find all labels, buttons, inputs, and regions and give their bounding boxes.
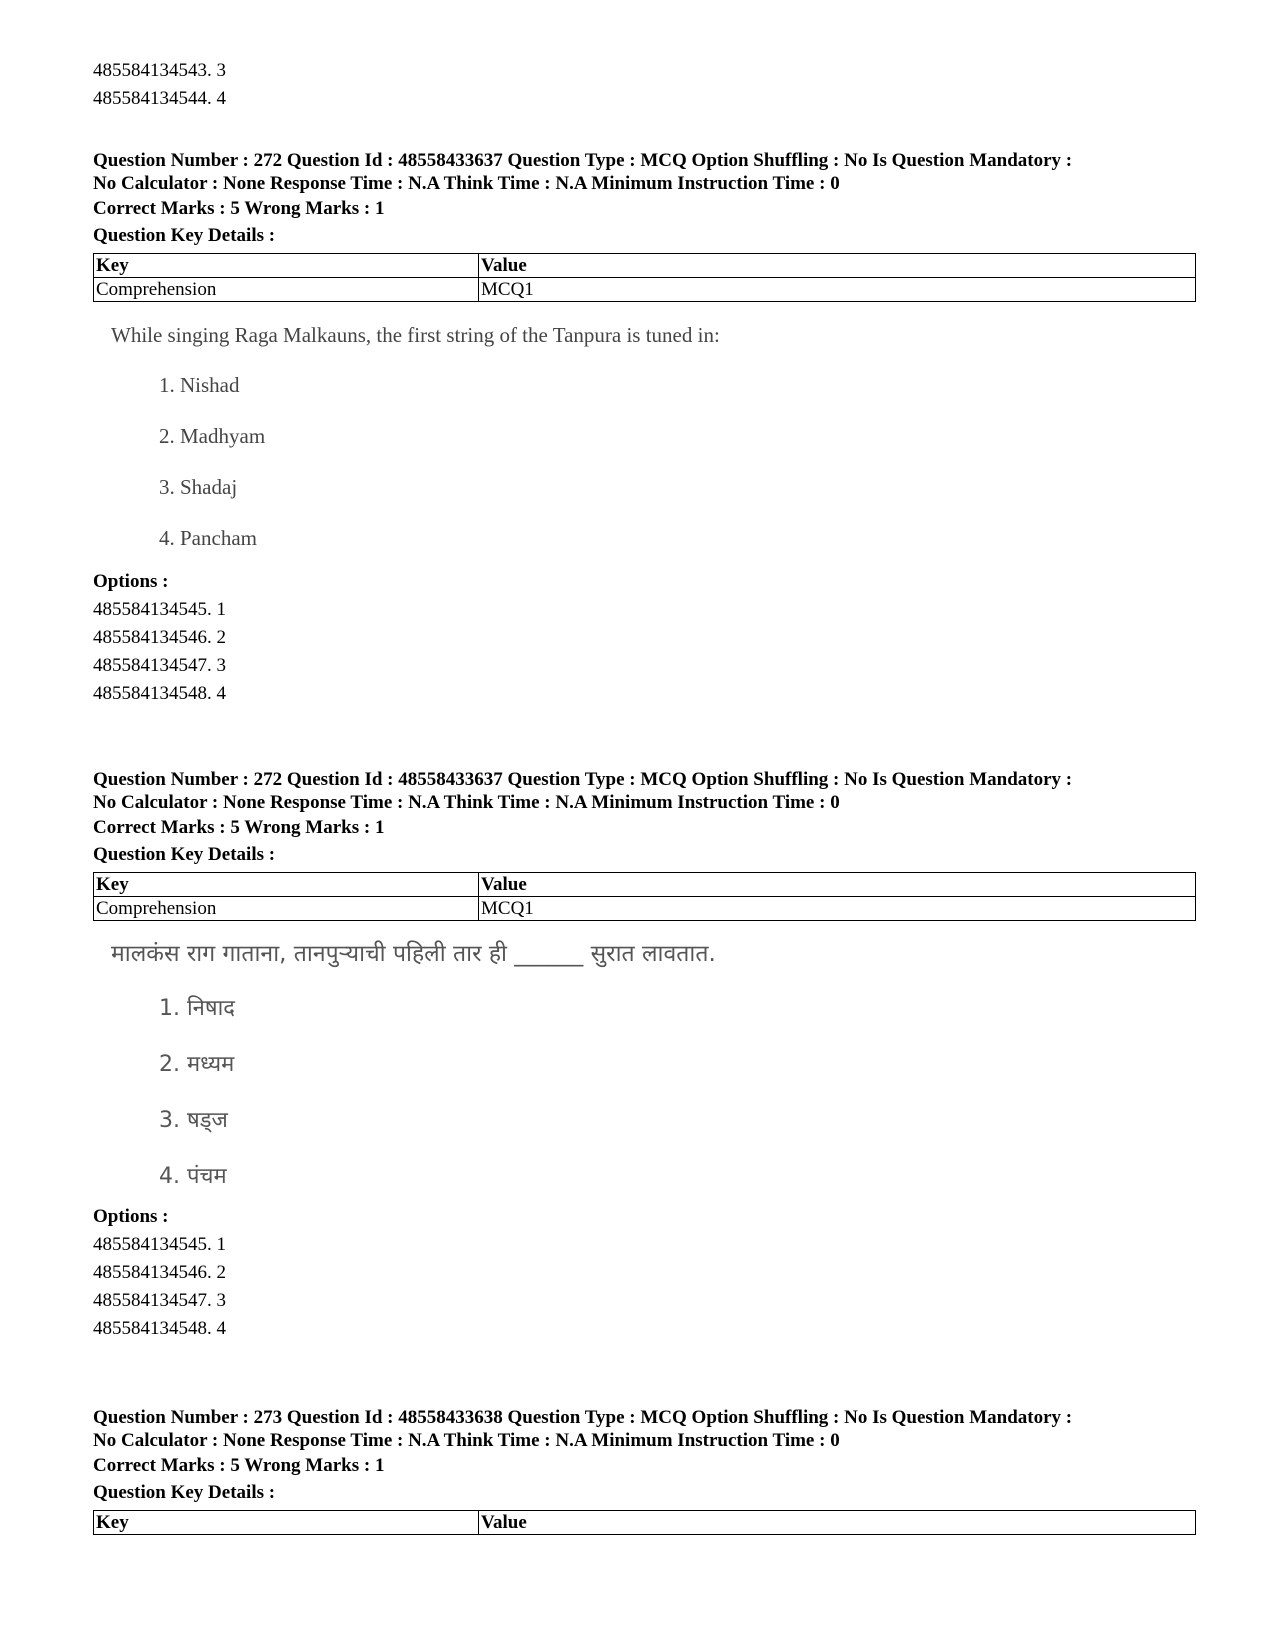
question-header-line-1: Question Number : 272 Question Id : 48558433637 Question Type : MCQ Option Shuffling : No Is Question Mandatory :	[93, 769, 1073, 790]
table-cell-value: MCQ1	[479, 278, 1196, 302]
question-text: मालकंस राग गाताना, तानपुऱ्याची पहिली तार ही ______ सुरात लावतात.	[111, 941, 716, 967]
table-header-value: Value	[479, 1511, 1196, 1535]
option-line: 485584134545. 1	[93, 1234, 226, 1255]
key-value-table	[93, 1510, 1196, 1535]
option-line: 485584134547. 3	[93, 655, 226, 676]
previous-options	[93, 57, 226, 113]
question-header-line-1: Question Number : 273 Question Id : 48558433638 Question Type : MCQ Option Shuffling : No Is Question Mandatory :	[93, 1407, 1073, 1428]
option-line: 485584134546. 2	[93, 627, 226, 648]
table-header-key: Key	[94, 254, 479, 278]
option-line: 485584134548. 4	[93, 683, 226, 704]
options-label: Options :	[93, 1206, 169, 1227]
choice-item: 1. निषाद	[159, 996, 235, 1021]
option-line: 485584134543. 3	[93, 60, 226, 81]
key-value-table	[93, 253, 1196, 302]
table-cell-key: Comprehension	[94, 897, 479, 921]
option-line: 485584134547. 3	[93, 1290, 226, 1311]
option-line: 485584134544. 4	[93, 88, 226, 109]
question-header-line-2: No Calculator : None Response Time : N.A Think Time : N.A Minimum Instruction Time : 0	[93, 792, 840, 813]
table-cell-value: MCQ1	[479, 897, 1196, 921]
question-block-273	[93, 1406, 1196, 1535]
choice-item: 1. Nishad	[159, 373, 240, 397]
choice-item: 4. Pancham	[159, 526, 257, 550]
question-image	[111, 320, 1196, 554]
question-header-line-2: No Calculator : None Response Time : N.A Think Time : N.A Minimum Instruction Time : 0	[93, 173, 840, 194]
key-details-label: Question Key Details :	[93, 1482, 276, 1503]
option-line: 485584134545. 1	[93, 599, 226, 620]
marks-line: Correct Marks : 5 Wrong Marks : 1	[93, 198, 385, 219]
question-block-272-mr	[93, 768, 1196, 1343]
table-header-key: Key	[94, 1511, 479, 1535]
key-value-table	[93, 872, 1196, 921]
choice-item: 3. षड्ज	[159, 1108, 228, 1133]
question-block-272-en	[93, 149, 1196, 708]
question-header-line-1: Question Number : 272 Question Id : 48558433637 Question Type : MCQ Option Shuffling : No Is Question Mandatory :	[93, 150, 1073, 171]
choice-item: 3. Shadaj	[159, 475, 238, 499]
marks-line: Correct Marks : 5 Wrong Marks : 1	[93, 1455, 385, 1476]
table-header-key: Key	[94, 873, 479, 897]
question-header-line-2: No Calculator : None Response Time : N.A Think Time : N.A Minimum Instruction Time : 0	[93, 1430, 840, 1451]
choice-item: 4. पंचम	[159, 1164, 227, 1189]
option-line: 485584134548. 4	[93, 1318, 226, 1339]
option-line: 485584134546. 2	[93, 1262, 226, 1283]
choice-item: 2. Madhyam	[159, 424, 266, 448]
table-header-value: Value	[479, 873, 1196, 897]
options-label: Options :	[93, 571, 169, 592]
key-details-label: Question Key Details :	[93, 225, 276, 246]
question-text: While singing Raga Malkauns, the first string of the Tanpura is tuned in:	[111, 323, 720, 347]
key-details-label: Question Key Details :	[93, 844, 276, 865]
table-header-value: Value	[479, 254, 1196, 278]
marks-line: Correct Marks : 5 Wrong Marks : 1	[93, 817, 385, 838]
question-image	[111, 937, 1196, 1195]
table-cell-key: Comprehension	[94, 278, 479, 302]
choice-item: 2. मध्यम	[159, 1052, 235, 1077]
